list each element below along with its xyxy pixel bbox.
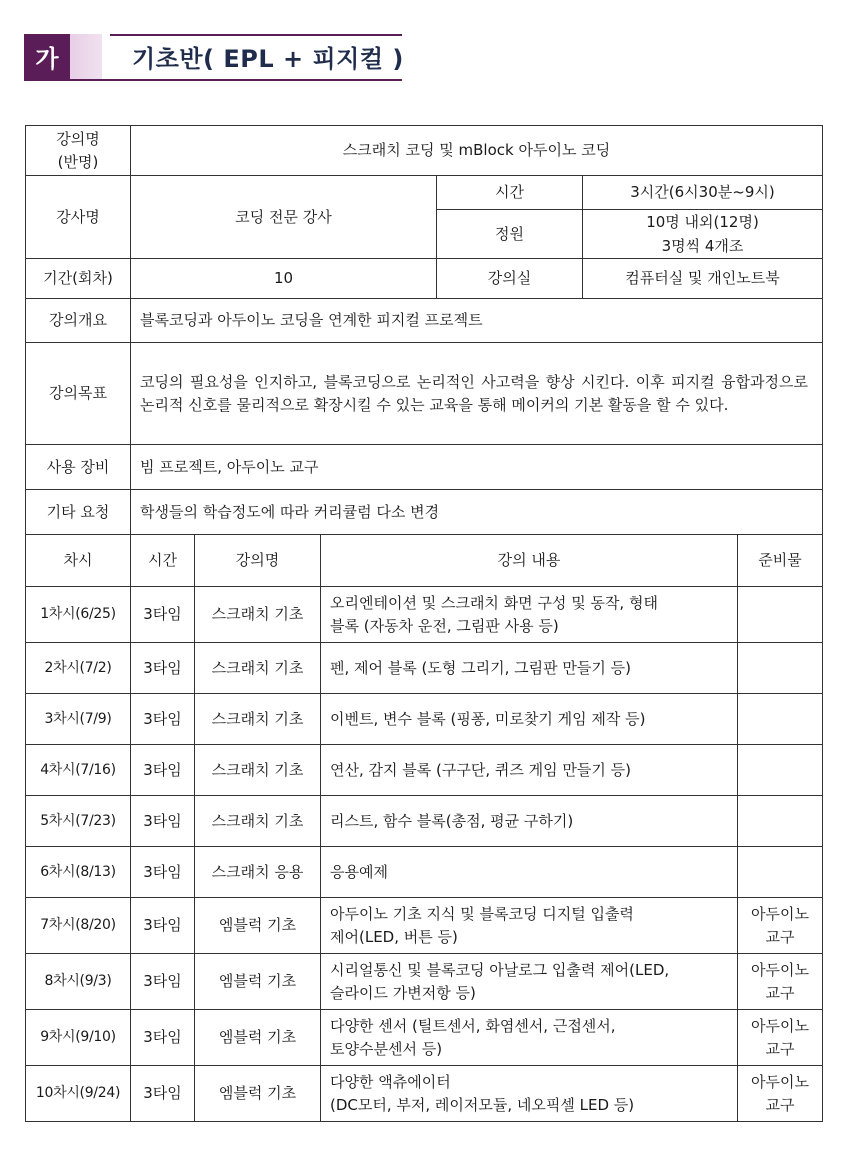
session-cell: 2차시(7/2) — [26, 643, 131, 694]
classroom-label: 강의실 — [437, 259, 583, 299]
session-cell: 6차시(8/13) — [26, 847, 131, 898]
schedule-row — [26, 954, 823, 1010]
header-session: 차시 — [26, 535, 131, 587]
lecture-name-cell: 스크래치 기초 — [195, 643, 321, 694]
goal-value: 코딩의 필요성을 인지하고, 블록코딩으로 논리적인 사고력을 향상 시킨다. 이후 피지컬 융합과정으로 논리적 신호를 물리적으로 확장시킬 수 있는 교육을 통해 메이커의 기본 활동을 할 수 있다. — [131, 343, 823, 445]
course-info — [26, 126, 823, 535]
period-label: 기간(회차) — [26, 259, 131, 299]
header-lecture-content: 강의 내용 — [321, 535, 738, 587]
materials-cell: 아두이노 교구 — [738, 1066, 823, 1122]
materials-cell — [738, 694, 823, 745]
other-value: 학생들의 학습정도에 따라 커리큘럼 다소 변경 — [131, 490, 823, 535]
materials-cell — [738, 745, 823, 796]
lecture-content-cell: 이벤트, 변수 블록 (핑퐁, 미로찾기 게임 제작 등) — [321, 694, 738, 745]
instructor-value: 코딩 전문 강사 — [131, 176, 437, 259]
classroom-value: 컴퓨터실 및 개인노트북 — [583, 259, 823, 299]
course-table — [25, 125, 823, 1122]
session-cell: 9차시(9/10) — [26, 1010, 131, 1066]
section-badge: 가 — [24, 34, 70, 79]
schedule-row — [26, 643, 823, 694]
time-cell: 3타임 — [131, 898, 195, 954]
other-label: 기타 요청 — [26, 490, 131, 535]
instructor-label: 강사명 — [26, 176, 131, 259]
session-cell: 8차시(9/3) — [26, 954, 131, 1010]
period-value: 10 — [131, 259, 437, 299]
lecture-content-cell: 시리얼통신 및 블록코딩 아날로그 입출력 제어(LED, 슬라이드 가변저항 등) — [321, 954, 738, 1010]
schedule-row — [26, 1010, 823, 1066]
equipment-value: 빔 프로젝트, 아두이노 교구 — [131, 445, 823, 490]
lecture-name-cell: 엠블럭 기초 — [195, 1010, 321, 1066]
capacity-value: 10명 내외(12명) 3명씩 4개조 — [583, 210, 823, 259]
section-title: 기초반( EPL + 피지컬 ) — [132, 45, 404, 73]
row-equipment — [26, 445, 823, 490]
materials-cell: 아두이노 교구 — [738, 898, 823, 954]
lecture-name-cell: 엠블럭 기초 — [195, 1066, 321, 1122]
section-header — [24, 34, 402, 81]
session-cell: 1차시(6/25) — [26, 587, 131, 643]
time-cell: 3타임 — [131, 796, 195, 847]
session-cell: 3차시(7/9) — [26, 694, 131, 745]
course-name-label: 강의명 (반명) — [26, 126, 131, 176]
row-overview — [26, 299, 823, 343]
session-cell: 5차시(7/23) — [26, 796, 131, 847]
time-cell: 3타임 — [131, 1066, 195, 1122]
lecture-content-cell: 다양한 액츄에이터 (DC모터, 부저, 레이저모듈, 네오픽셀 LED 등) — [321, 1066, 738, 1122]
row-other — [26, 490, 823, 535]
lecture-name-cell: 엠블럭 기초 — [195, 898, 321, 954]
time-cell: 3타임 — [131, 954, 195, 1010]
time-cell: 3타임 — [131, 694, 195, 745]
equipment-label: 사용 장비 — [26, 445, 131, 490]
schedule-table — [26, 535, 823, 1122]
overview-value: 블록코딩과 아두이노 코딩을 연계한 피지컬 프로젝트 — [131, 299, 823, 343]
header-materials: 준비물 — [738, 535, 823, 587]
header-accent-gap — [102, 34, 112, 79]
capacity-label: 정원 — [437, 210, 583, 259]
schedule-row — [26, 745, 823, 796]
lecture-content-cell: 펜, 제어 블록 (도형 그리기, 그림판 만들기 등) — [321, 643, 738, 694]
lecture-name-cell: 스크래치 기초 — [195, 694, 321, 745]
materials-cell — [738, 847, 823, 898]
materials-cell: 아두이노 교구 — [738, 954, 823, 1010]
schedule-row — [26, 587, 823, 643]
time-cell: 3타임 — [131, 587, 195, 643]
session-cell: 4차시(7/16) — [26, 745, 131, 796]
schedule-row — [26, 847, 823, 898]
goal-label: 강의목표 — [26, 343, 131, 445]
header-lecture-name: 강의명 — [195, 535, 321, 587]
lecture-name-cell: 스크래치 응용 — [195, 847, 321, 898]
lecture-content-cell: 리스트, 함수 블록(총점, 평균 구하기) — [321, 796, 738, 847]
schedule-row — [26, 898, 823, 954]
time-value: 3시간(6시30분~9시) — [583, 176, 823, 210]
time-cell: 3타임 — [131, 643, 195, 694]
row-period — [26, 259, 823, 299]
lecture-name-cell: 스크래치 기초 — [195, 796, 321, 847]
row-instructor-time — [26, 176, 823, 210]
lecture-name-cell: 스크래치 기초 — [195, 745, 321, 796]
time-cell: 3타임 — [131, 847, 195, 898]
lecture-content-cell: 다양한 센서 (틸트센서, 화염센서, 근접센서, 토양수분센서 등) — [321, 1010, 738, 1066]
schedule-row — [26, 1066, 823, 1122]
row-goal — [26, 343, 823, 445]
course-name-value: 스크래치 코딩 및 mBlock 아두이노 코딩 — [131, 126, 823, 176]
session-cell: 10차시(9/24) — [26, 1066, 131, 1122]
lecture-content-cell: 오리엔테이션 및 스크래치 화면 구성 및 동작, 형태 블록 (자동차 운전, 그림판 사용 등) — [321, 587, 738, 643]
row-course-name — [26, 126, 823, 176]
materials-cell — [738, 587, 823, 643]
time-cell: 3타임 — [131, 1010, 195, 1066]
session-cell: 7차시(8/20) — [26, 898, 131, 954]
lecture-content-cell: 연산, 감지 블록 (구구단, 퀴즈 게임 만들기 등) — [321, 745, 738, 796]
lecture-name-cell: 스크래치 기초 — [195, 587, 321, 643]
time-cell: 3타임 — [131, 745, 195, 796]
schedule-row — [26, 694, 823, 745]
schedule-row — [26, 796, 823, 847]
schedule-header-row — [26, 535, 823, 587]
lecture-content-cell: 아두이노 기초 지식 및 블록코딩 디지털 입출력 제어(LED, 버튼 등) — [321, 898, 738, 954]
materials-cell: 아두이노 교구 — [738, 1010, 823, 1066]
overview-label: 강의개요 — [26, 299, 131, 343]
lecture-name-cell: 엠블럭 기초 — [195, 954, 321, 1010]
time-label: 시간 — [437, 176, 583, 210]
header-bottom-rule — [24, 79, 402, 81]
materials-cell — [738, 796, 823, 847]
header-time: 시간 — [131, 535, 195, 587]
materials-cell — [738, 643, 823, 694]
lecture-content-cell: 응용예제 — [321, 847, 738, 898]
